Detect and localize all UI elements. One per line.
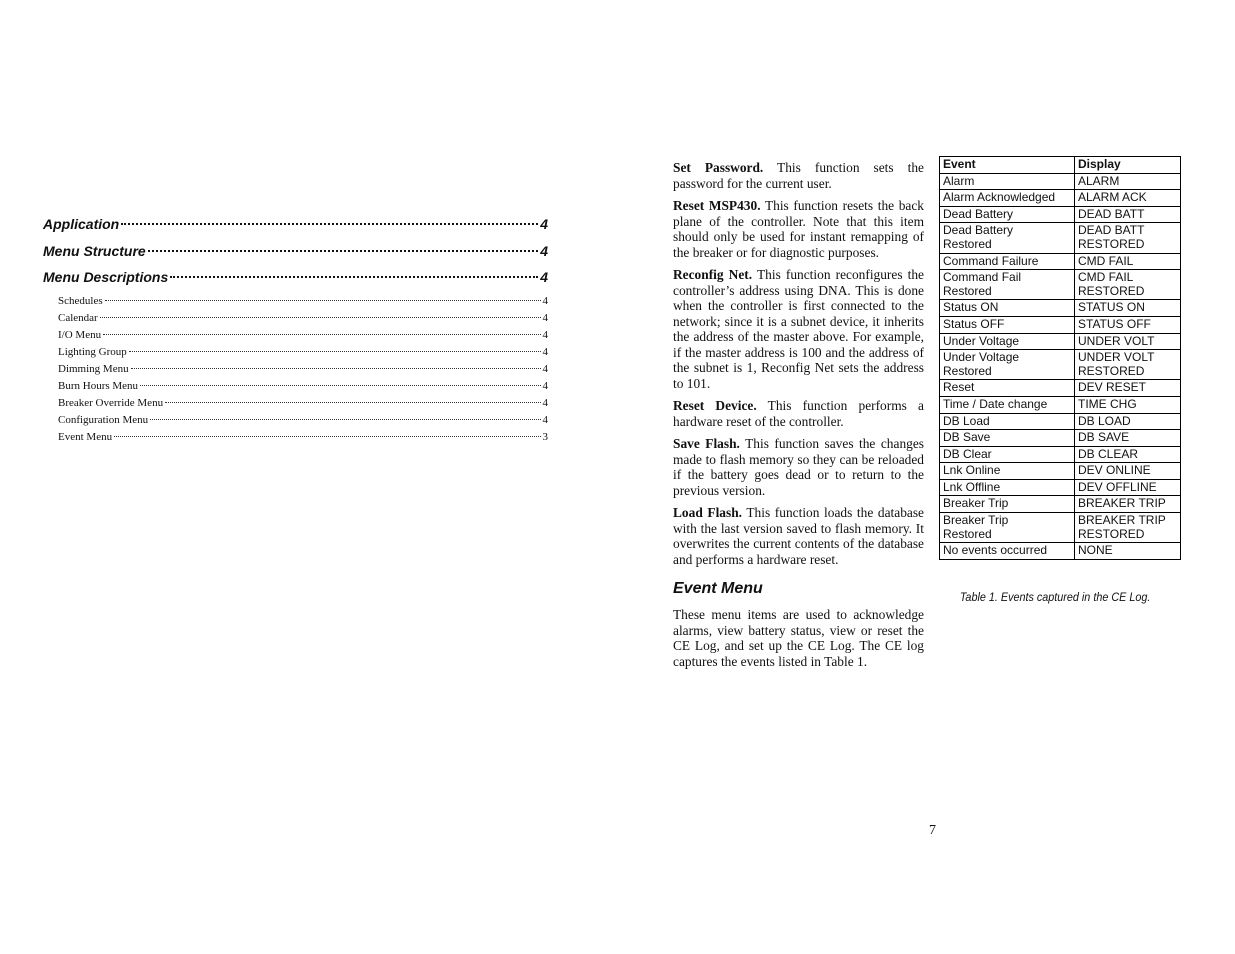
cell-event: Reset [940, 380, 1075, 397]
toc-entry[interactable] [43, 379, 548, 396]
toc-dot-leader [148, 250, 539, 252]
cell-display: CMD FAIL RESTORED [1075, 270, 1181, 300]
table-row [940, 253, 1181, 270]
toc-entry-title: Event Menu [58, 431, 113, 444]
function-term: Save Flash. [673, 436, 740, 451]
table-row [940, 350, 1181, 380]
table-row [940, 463, 1181, 480]
cell-event: Command Fail Restored [940, 270, 1075, 300]
cell-event: Alarm Acknowledged [940, 190, 1075, 207]
function-term: Set Password. [673, 160, 764, 175]
events-table [939, 156, 1181, 560]
function-term: Reset MSP430. [673, 198, 761, 213]
cell-display: CMD FAIL [1075, 253, 1181, 270]
cell-event: Status ON [940, 300, 1075, 317]
page-number: 7 [929, 823, 936, 838]
function-description: This function sets the password for the current user. [673, 160, 924, 191]
cell-display: ALARM ACK [1075, 190, 1181, 207]
table-row [940, 496, 1181, 513]
toc-entry-title: Breaker Override Menu [58, 397, 164, 410]
cell-display: STATUS ON [1075, 300, 1181, 317]
cell-display: UNDER VOLT [1075, 333, 1181, 350]
column-header-display: Display [1075, 157, 1181, 174]
table-row [940, 173, 1181, 190]
toc-major-entries [43, 214, 548, 294]
function-paragraph [673, 505, 924, 567]
cell-display: NONE [1075, 543, 1181, 560]
cell-event: Time / Date change [940, 396, 1075, 413]
table-row [940, 223, 1181, 253]
function-description: This function reconfigures the controller’s address using DNA. This is done when the controller is first connected to the network; since it is a subnet device, it inherits the address of the master above. For example, if the master address is 100 and the address of the subnet is 1, Reconfig Net sets the address to 101. [673, 267, 925, 391]
toc-entry-page: 3 [542, 431, 548, 444]
table-row [940, 430, 1181, 447]
cell-event: No events occurred [940, 543, 1075, 560]
cell-display: DEAD BATT [1075, 206, 1181, 223]
toc-entry-title: Lighting Group [58, 345, 127, 358]
toc-dot-leader [114, 436, 540, 437]
table-row [940, 380, 1181, 397]
toc-entry[interactable] [43, 362, 548, 379]
toc-dot-leader [170, 276, 538, 278]
toc-entry-page: 4 [542, 397, 548, 410]
toc-entry-page: 4 [540, 269, 548, 285]
cell-display: DEV RESET [1075, 380, 1181, 397]
function-description: This function loads the database with the last version saved to flash memory. It overwrites the current contents of the database and performs a hardware reset. [673, 505, 925, 567]
function-term: Reset Device. [673, 398, 757, 413]
toc-minor-entries [43, 294, 548, 448]
table-row [940, 413, 1181, 430]
toc-entry-page: 4 [542, 294, 548, 307]
cell-event: DB Load [940, 413, 1075, 430]
toc-entry[interactable] [43, 396, 548, 413]
function-paragraph [673, 198, 924, 260]
toc-entry[interactable] [43, 294, 548, 311]
cell-display: ALARM [1075, 173, 1181, 190]
function-paragraph [673, 267, 924, 391]
table-of-contents [43, 214, 548, 447]
table-row [940, 316, 1181, 333]
toc-entry[interactable] [43, 311, 548, 328]
table-row [940, 543, 1181, 560]
cell-event: DB Clear [940, 446, 1075, 463]
cell-display: DEV ONLINE [1075, 463, 1181, 480]
toc-entry-title: Menu Structure [43, 242, 146, 259]
section-heading-event-menu: Event Menu [673, 580, 763, 597]
cell-event: Command Failure [940, 253, 1075, 270]
toc-dot-leader [150, 419, 540, 420]
cell-display: DB LOAD [1075, 413, 1181, 430]
toc-entry-page: 4 [540, 242, 548, 259]
toc-entry-title: Schedules [58, 294, 103, 307]
function-paragraph [673, 398, 924, 429]
table-caption: Table 1. Events captured in the CE Log. [959, 590, 1151, 604]
toc-dot-leader [100, 317, 541, 318]
cell-display: DB SAVE [1075, 430, 1181, 447]
cell-event: Breaker Trip Restored [940, 513, 1075, 543]
toc-dot-leader [165, 402, 540, 403]
cell-event: Breaker Trip [940, 496, 1075, 513]
cell-display: BREAKER TRIP [1075, 496, 1181, 513]
toc-entry-page: 4 [542, 311, 548, 324]
table-row [940, 270, 1181, 300]
cell-event: Status OFF [940, 316, 1075, 333]
function-paragraph [673, 436, 924, 498]
toc-dot-leader [140, 385, 540, 386]
toc-entry-title: Menu Descriptions [43, 269, 169, 285]
function-term: Load Flash. [673, 505, 742, 520]
toc-dot-leader [105, 300, 541, 301]
cell-event: Lnk Offline [940, 479, 1075, 496]
function-term: Reconfig Net. [673, 267, 753, 282]
toc-entry-page: 4 [542, 345, 548, 358]
function-descriptions [673, 160, 924, 567]
cell-display: DB CLEAR [1075, 446, 1181, 463]
toc-entry[interactable] [43, 430, 548, 447]
cell-display: DEAD BATT RESTORED [1075, 223, 1181, 253]
table-row [940, 396, 1181, 413]
toc-entry-page: 4 [542, 328, 548, 341]
toc-entry-page: 4 [542, 362, 548, 375]
toc-entry[interactable] [43, 413, 548, 430]
toc-entry[interactable] [43, 345, 548, 362]
toc-entry-page: 4 [542, 379, 548, 392]
toc-entry-title: Configuration Menu [58, 414, 149, 427]
cell-display: BREAKER TRIP RESTORED [1075, 513, 1181, 543]
table-row [940, 479, 1181, 496]
toc-entry-title: I/O Menu [58, 328, 102, 341]
toc-dot-leader [121, 223, 538, 225]
function-description: This function resets the back plane of the controller. Note that this item should only be used for instant remapping of the breaker or for diagnostic purposes. [673, 198, 924, 260]
cell-event: Under Voltage [940, 333, 1075, 350]
cell-display: TIME CHG [1075, 396, 1181, 413]
toc-dot-leader [129, 351, 541, 352]
cell-event: Dead Battery [940, 206, 1075, 223]
toc-entry[interactable] [43, 267, 548, 294]
event-menu-paragraph: These menu items are used to acknowledge alarms, view battery status, view or reset the CE Log, and set up the CE Log. The CE log captures the events listed in Table 1. [673, 607, 924, 669]
function-paragraph [673, 160, 924, 191]
table-row [940, 446, 1181, 463]
toc-entry-title: Application [43, 216, 120, 232]
cell-event: Lnk Online [940, 463, 1075, 480]
function-description: This function performs a hardware reset of the controller. [673, 398, 924, 429]
table-header-row [940, 157, 1181, 174]
cell-event: Dead Battery Restored [940, 223, 1075, 253]
table-row [940, 300, 1181, 317]
text-column [673, 160, 924, 676]
column-header-event: Event [940, 157, 1075, 174]
toc-entry[interactable] [43, 214, 548, 241]
cell-display: UNDER VOLT RESTORED [1075, 350, 1181, 380]
toc-entry-title: Dimming Menu [58, 362, 129, 375]
toc-entry-page: 4 [540, 216, 548, 232]
cell-display: STATUS OFF [1075, 316, 1181, 333]
toc-dot-leader [103, 334, 540, 335]
table-row [940, 190, 1181, 207]
function-description: This function saves the changes made to flash memory so they can be reloaded if the battery goes dead or to return to the previous version. [673, 436, 924, 498]
table-row [940, 513, 1181, 543]
table-row [940, 206, 1181, 223]
table-row [940, 333, 1181, 350]
toc-entry[interactable] [43, 241, 548, 268]
toc-entry-page: 4 [542, 414, 548, 427]
toc-entry[interactable] [43, 328, 548, 345]
toc-entry-title: Calendar [58, 311, 98, 324]
toc-entry-title: Burn Hours Menu [58, 379, 139, 392]
cell-display: DEV OFFLINE [1075, 479, 1181, 496]
cell-event: Under Voltage Restored [940, 350, 1075, 380]
cell-event: DB Save [940, 430, 1075, 447]
toc-dot-leader [131, 368, 541, 369]
cell-event: Alarm [940, 173, 1075, 190]
